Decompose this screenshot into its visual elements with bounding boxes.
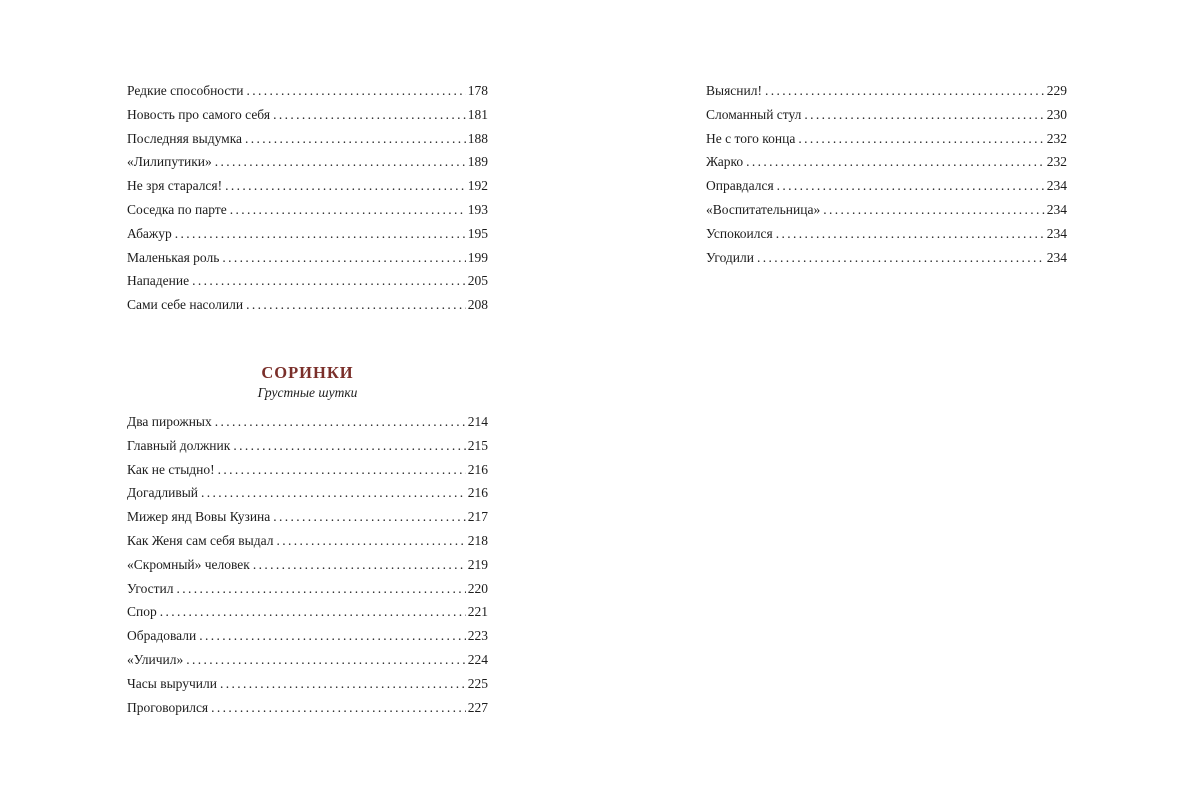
toc-entry-title: Сломанный стул bbox=[706, 106, 802, 122]
toc-entry-page: 178 bbox=[467, 83, 488, 98]
toc-dot-leader bbox=[823, 198, 1045, 222]
toc-dot-leader bbox=[199, 624, 466, 648]
toc-dot-leader bbox=[177, 577, 466, 601]
toc-dot-leader bbox=[192, 269, 466, 293]
toc-entry-title: Угодили bbox=[706, 249, 754, 265]
toc-entry-page: 188 bbox=[467, 130, 488, 146]
toc-entry-page: 220 bbox=[467, 580, 488, 596]
toc-dot-leader bbox=[225, 174, 466, 198]
toc-entry bbox=[127, 222, 488, 246]
toc-entry-title: Маленькая роль bbox=[127, 249, 220, 265]
toc-entry-page: 225 bbox=[467, 675, 488, 691]
toc-entry-page: 181 bbox=[467, 106, 488, 122]
toc-dot-leader bbox=[233, 434, 465, 458]
toc-entry bbox=[127, 696, 488, 720]
toc-entry bbox=[706, 174, 1067, 198]
toc-dot-leader bbox=[175, 222, 466, 246]
toc-entry bbox=[127, 529, 488, 553]
toc-entry bbox=[127, 269, 488, 293]
toc-entry-title: Соседка по парте bbox=[127, 201, 227, 217]
toc-dot-leader bbox=[230, 198, 466, 222]
toc-dot-leader bbox=[757, 246, 1045, 270]
toc-entry-page: 195 bbox=[467, 225, 488, 241]
toc-entry-page: 234 bbox=[1046, 201, 1067, 217]
toc-entry-page: 216 bbox=[467, 485, 488, 501]
toc-entry bbox=[127, 127, 488, 151]
toc-entry-title: «Уличил» bbox=[127, 651, 184, 667]
toc-entry bbox=[127, 410, 488, 434]
toc-entry-page: 192 bbox=[467, 178, 488, 194]
toc-entry-page: 232 bbox=[1046, 154, 1067, 170]
toc-dot-leader bbox=[211, 696, 466, 720]
toc-entry-title: Спор bbox=[127, 604, 157, 620]
toc-entry-title: Главный должник bbox=[127, 437, 231, 453]
toc-dot-leader bbox=[220, 672, 466, 696]
toc-entry-page: 223 bbox=[467, 628, 488, 644]
toc-entry bbox=[127, 648, 488, 672]
toc-dot-leader bbox=[777, 174, 1045, 198]
toc-list-right bbox=[706, 79, 1067, 269]
toc-entry-title: «Лилипутики» bbox=[127, 154, 212, 170]
toc-entry bbox=[127, 174, 488, 198]
toc-entry bbox=[127, 600, 488, 624]
toc-entry-page: 217 bbox=[467, 509, 488, 525]
toc-left-column bbox=[127, 79, 488, 719]
toc-dot-leader bbox=[804, 103, 1044, 127]
toc-entry bbox=[127, 434, 488, 458]
toc-dot-leader bbox=[247, 79, 466, 103]
toc-dot-leader bbox=[215, 150, 466, 174]
toc-entry bbox=[127, 553, 488, 577]
toc-entry-title: Успокоился bbox=[706, 225, 773, 241]
toc-entry-page: 229 bbox=[1046, 83, 1067, 98]
toc-dot-leader bbox=[201, 481, 466, 505]
toc-dot-leader bbox=[776, 222, 1045, 246]
toc-entry-title: Как Женя сам себя выдал bbox=[127, 532, 274, 548]
toc-dot-leader bbox=[160, 600, 466, 624]
toc-dot-leader bbox=[276, 529, 465, 553]
toc-entry-title: Оправдался bbox=[706, 178, 774, 194]
section-subtitle: Грустные шутки bbox=[257, 384, 358, 400]
toc-entry bbox=[127, 246, 488, 270]
toc-entry-title: Новость про самого себя bbox=[127, 106, 271, 122]
toc-entry bbox=[127, 150, 488, 174]
toc-entry-title: Нападение bbox=[127, 273, 190, 289]
toc-entry-page: 232 bbox=[1046, 130, 1067, 146]
toc-entry-page: 219 bbox=[467, 556, 488, 572]
toc-entry-title: Догадливый bbox=[127, 485, 198, 501]
toc-entry bbox=[706, 127, 1067, 151]
toc-entry bbox=[127, 79, 488, 103]
toc-entry-page: 189 bbox=[467, 154, 488, 170]
toc-dot-leader bbox=[765, 79, 1045, 103]
toc-entry-page: 193 bbox=[467, 201, 488, 217]
toc-entry-page: 221 bbox=[467, 604, 488, 620]
toc-entry bbox=[127, 672, 488, 696]
toc-entry-title: Обрадовали bbox=[127, 628, 197, 644]
toc-entry-title: Мижер янд Вовы Кузина bbox=[127, 509, 271, 525]
toc-entry bbox=[127, 577, 488, 601]
toc-right-column bbox=[706, 79, 1067, 269]
toc-entry-page: 205 bbox=[467, 273, 488, 289]
toc-entry bbox=[706, 198, 1067, 222]
toc-entry bbox=[127, 458, 488, 482]
toc-entry-page: 208 bbox=[467, 297, 488, 313]
toc-entry-page: 224 bbox=[467, 651, 488, 667]
toc-list-section bbox=[127, 410, 488, 719]
toc-entry bbox=[127, 198, 488, 222]
toc-entry-page: 234 bbox=[1046, 225, 1067, 241]
toc-entry bbox=[127, 624, 488, 648]
toc-entry bbox=[127, 505, 488, 529]
toc-entry-page: 214 bbox=[467, 413, 488, 429]
toc-dot-leader bbox=[218, 458, 466, 482]
toc-entry-title: Как не стыдно! bbox=[127, 461, 215, 477]
toc-dot-leader bbox=[222, 246, 465, 270]
toc-entry-page: 215 bbox=[467, 437, 488, 453]
toc-entry bbox=[706, 79, 1067, 103]
toc-dot-leader bbox=[246, 293, 466, 317]
toc-entry bbox=[127, 481, 488, 505]
toc-dot-leader bbox=[186, 648, 466, 672]
toc-dot-leader bbox=[798, 127, 1044, 151]
toc-entry-title: «Воспитательница» bbox=[706, 201, 821, 217]
toc-dot-leader bbox=[215, 410, 466, 434]
toc-entry bbox=[706, 222, 1067, 246]
toc-entry-page: 234 bbox=[1046, 249, 1067, 265]
toc-entry-title: Угостил bbox=[127, 580, 174, 596]
toc-dot-leader bbox=[245, 127, 466, 151]
toc-entry bbox=[127, 103, 488, 127]
toc-entry bbox=[706, 103, 1067, 127]
toc-entry bbox=[706, 150, 1067, 174]
toc-entry-title: Выяснил! bbox=[706, 83, 762, 98]
toc-entry-page: 234 bbox=[1046, 178, 1067, 194]
toc-entry bbox=[706, 246, 1067, 270]
toc-list-left bbox=[127, 79, 488, 317]
toc-entry-title: Проговорился bbox=[127, 699, 209, 715]
toc-dot-leader bbox=[273, 505, 465, 529]
toc-entry-title: Два пирожных bbox=[127, 413, 212, 429]
toc-entry-title: Не с того конца bbox=[706, 130, 796, 146]
section-title: СОРИНКИ bbox=[261, 362, 354, 382]
toc-entry-page: 216 bbox=[467, 461, 488, 477]
toc-dot-leader bbox=[253, 553, 466, 577]
section-header bbox=[127, 362, 488, 402]
toc-entry-title: Часы выручили bbox=[127, 675, 217, 691]
toc-entry-title: Абажур bbox=[127, 225, 172, 241]
toc-entry-title: Жарко bbox=[706, 154, 744, 170]
toc-entry-page: 199 bbox=[467, 249, 488, 265]
toc-entry-title: «Скромный» человек bbox=[127, 556, 250, 572]
toc-entry-title: Не зря старался! bbox=[127, 178, 223, 194]
toc-entry bbox=[127, 293, 488, 317]
toc-entry-title: Последняя выдумка bbox=[127, 130, 243, 146]
toc-dot-leader bbox=[746, 150, 1045, 174]
toc-entry-title: Сами себе насолили bbox=[127, 297, 244, 313]
toc-entry-page: 227 bbox=[467, 699, 488, 715]
toc-entry-title: Редкие способности bbox=[127, 83, 244, 98]
toc-entry-page: 218 bbox=[467, 532, 488, 548]
toc-dot-leader bbox=[273, 103, 466, 127]
toc-entry-page: 230 bbox=[1046, 106, 1067, 122]
